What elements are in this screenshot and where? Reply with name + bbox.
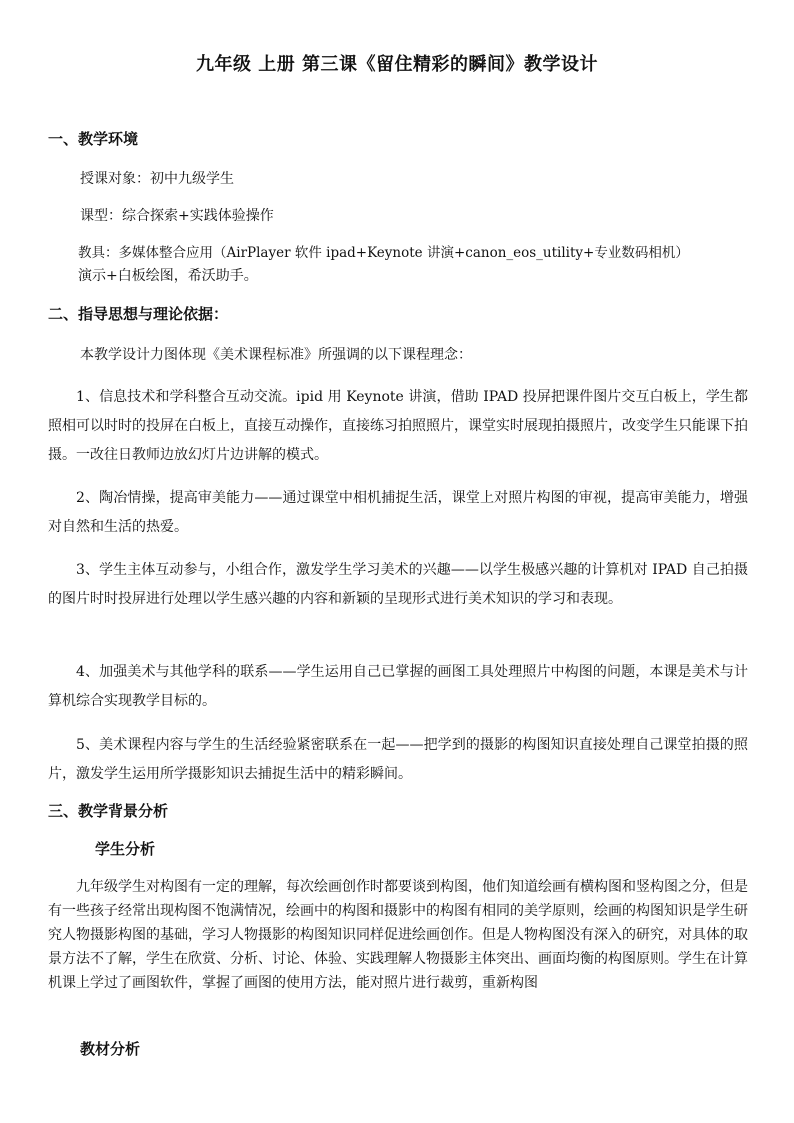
section-1-heading: 一、教学环境 <box>48 130 139 148</box>
principle-paragraph-5: 5、美术课程内容与学生的生活经验紧密联系在一起——把学到的摄影的构图知识直接处理自己课堂拍摄的照片，激发学生运用所学摄影知识去捕捉生活中的精彩瞬间。 <box>48 737 748 782</box>
principle-paragraph-2: 2、陶冶情操，提高审美能力——通过课堂中相机捕捉生活，课堂上对照片构图的审视，提高审美能力，增强对自然和生活的热爱。 <box>48 490 748 535</box>
tools-line-1: 教具：多媒体整合应用（AirPlayer 软件 ipad+Keynote 讲演+canon_eos_utility+专业数码相机） <box>78 245 689 261</box>
section-2-intro: 本教学设计力图体现《美术课程标准》所强调的以下课程理念： <box>80 347 472 363</box>
lesson-type-line: 课型：综合探索+实践体验操作 <box>80 208 274 224</box>
principle-paragraph-3: 3、学生主体互动参与，小组合作，激发学生学习美术的兴趣——以学生极感兴趣的计算机对 IPAD 自己拍摄的图片时时投屏进行处理以学生感兴趣的内容和新颖的呈现形式进行美术知识的学习和表现。 <box>48 562 748 607</box>
tools-line-2: 演示+白板绘图，希沃助手。 <box>78 268 258 284</box>
section-2-heading: 二、指导思想与理论依据： <box>48 305 229 323</box>
material-analysis-heading: 教材分析 <box>80 1040 141 1058</box>
audience-line: 授课对象：初中九级学生 <box>80 171 234 187</box>
document-title: 九年级 上册 第三课《留住精彩的瞬间》教学设计 <box>195 54 599 75</box>
student-analysis-heading: 学生分析 <box>95 840 156 858</box>
student-analysis-paragraph: 九年级学生对构图有一定的理解，每次绘画创作时都要谈到构图，他们知道绘画有横构图和竖构图之分，但是有一些孩子经常出现构图不饱满情况，绘画中的构图和摄影中的构图有相同的美学原则，绘画的构图知识是学生研究人物摄影构图的基础，学习人物摄影的构图知识同样促进绘画创作。但是人物构图没有深入的研究，对具体的取景方法不了解，学生在欣赏、分析、讨论、体验、实践理解人物摄影主体突出、画面均衡的构图原则。学生在计算机课上学过了画图软件，掌握了画图的使用方法，能对照片进行裁剪，重新构图 <box>48 879 748 991</box>
principle-paragraph-1: 1、信息技术和学科整合互动交流。ipid 用 Keynote 讲演，借助 IPAD 投屏把课件图片交互白板上，学生都照相可以时时的投屏在白板上，直接互动操作，直接练习拍照照片，课堂实时展现拍摄照片，改变学生只能课下拍摄。一改往日教师边放幻灯片边讲解的模式。 <box>48 389 748 463</box>
section-3-heading: 三、教学背景分析 <box>48 802 169 820</box>
principle-paragraph-4: 4、加强美术与其他学科的联系——学生运用自己已掌握的画图工具处理照片中构图的问题，本课是美术与计算机综合实现教学目标的。 <box>48 664 748 709</box>
